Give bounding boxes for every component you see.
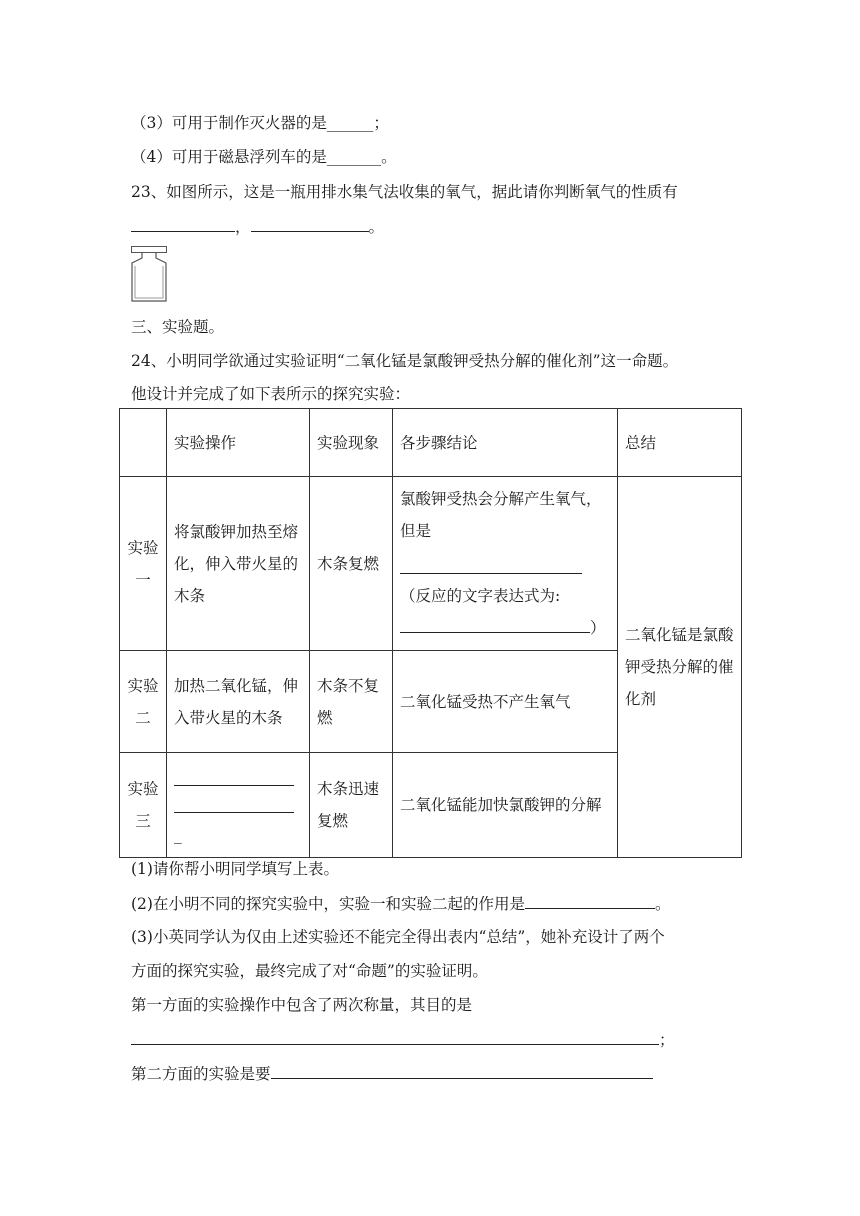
- question-23-blanks: ， 。: [131, 215, 384, 238]
- second-aspect: 第二方面的实验是要: [131, 1062, 653, 1085]
- question-3: （3）可用于制作灭火器的是______；: [131, 114, 389, 132]
- sub-question-1: (1)请你帮小明同学填写上表。: [131, 860, 339, 878]
- sub-question-2: (2)在小明不同的探究实验中，实验一和实验二起的作用是 。: [131, 892, 670, 915]
- answer-blank[interactable]: [400, 616, 590, 633]
- conclusion-cell: 二氧化锰受热不产生氧气: [393, 651, 618, 753]
- answer-blank[interactable]: [525, 892, 655, 909]
- table-row: [120, 477, 742, 651]
- row-label: 实验一: [120, 477, 167, 651]
- answer-blank[interactable]: [174, 765, 294, 786]
- table-header: 各步骤结论: [393, 409, 618, 477]
- answer-blank[interactable]: [271, 1062, 653, 1079]
- question-4: （4）可用于磁悬浮列车的是_______。: [131, 148, 397, 166]
- answer-blank[interactable]: [131, 1028, 659, 1045]
- sub-question-3: (3)小英同学认为仅由上述实验还不能完全得出表内“总结”，她补充设计了两个: [131, 928, 665, 946]
- row-label: 实验三: [120, 753, 167, 858]
- first-aspect-blank: ；: [131, 1028, 675, 1051]
- gas-bottle-icon: [131, 246, 167, 302]
- sub-question-3-cont: 方面的探究实验，最终完成了对“命题”的实验证明。: [131, 962, 488, 980]
- first-aspect: 第一方面的实验操作中包含了两次称量，其目的是: [131, 996, 473, 1014]
- table-header: 实验操作: [167, 409, 310, 477]
- phenomenon-cell: 木条不复燃: [310, 651, 393, 753]
- operation-cell: _: [167, 753, 310, 858]
- answer-blank[interactable]: [251, 215, 369, 232]
- experiment-table: [119, 408, 742, 858]
- answer-blank[interactable]: [131, 215, 235, 232]
- answer-blank[interactable]: [400, 553, 582, 574]
- question-24-cont: 他设计并完成了如下表所示的探究实验：: [131, 385, 411, 403]
- row-label: 实验二: [120, 651, 167, 753]
- phenomenon-cell: 木条迅速复燃: [310, 753, 393, 858]
- table-header-row: [120, 409, 742, 477]
- answer-blank[interactable]: [174, 792, 294, 813]
- summary-cell: 二氧化锰是氯酸钾受热分解的催化剂: [618, 477, 742, 858]
- phenomenon-cell: 木条复燃: [310, 477, 393, 651]
- table-header: 总结: [618, 409, 742, 477]
- table-header: 实验现象: [310, 409, 393, 477]
- section-title: 三、实验题。: [131, 318, 225, 336]
- question-24: 24、小明同学欲通过实验证明“二氧化锰是氯酸钾受热分解的催化剂”这一命题。: [131, 352, 679, 370]
- conclusion-cell: 二氧化锰能加快氯酸钾的分解: [393, 753, 618, 858]
- question-23: 23、如图所示，这是一瓶用排水集气法收集的氧气，据此请你判断氧气的性质有: [131, 183, 678, 201]
- operation-cell: 将氯酸钾加热至熔化，伸入带火星的木条: [167, 477, 310, 651]
- table-header: [120, 409, 167, 477]
- conclusion-cell: 氯酸钾受热会分解产生氧气，但是 （反应的文字表达式为: ）: [393, 477, 618, 651]
- operation-cell: 加热二氧化锰，伸入带火星的木条: [167, 651, 310, 753]
